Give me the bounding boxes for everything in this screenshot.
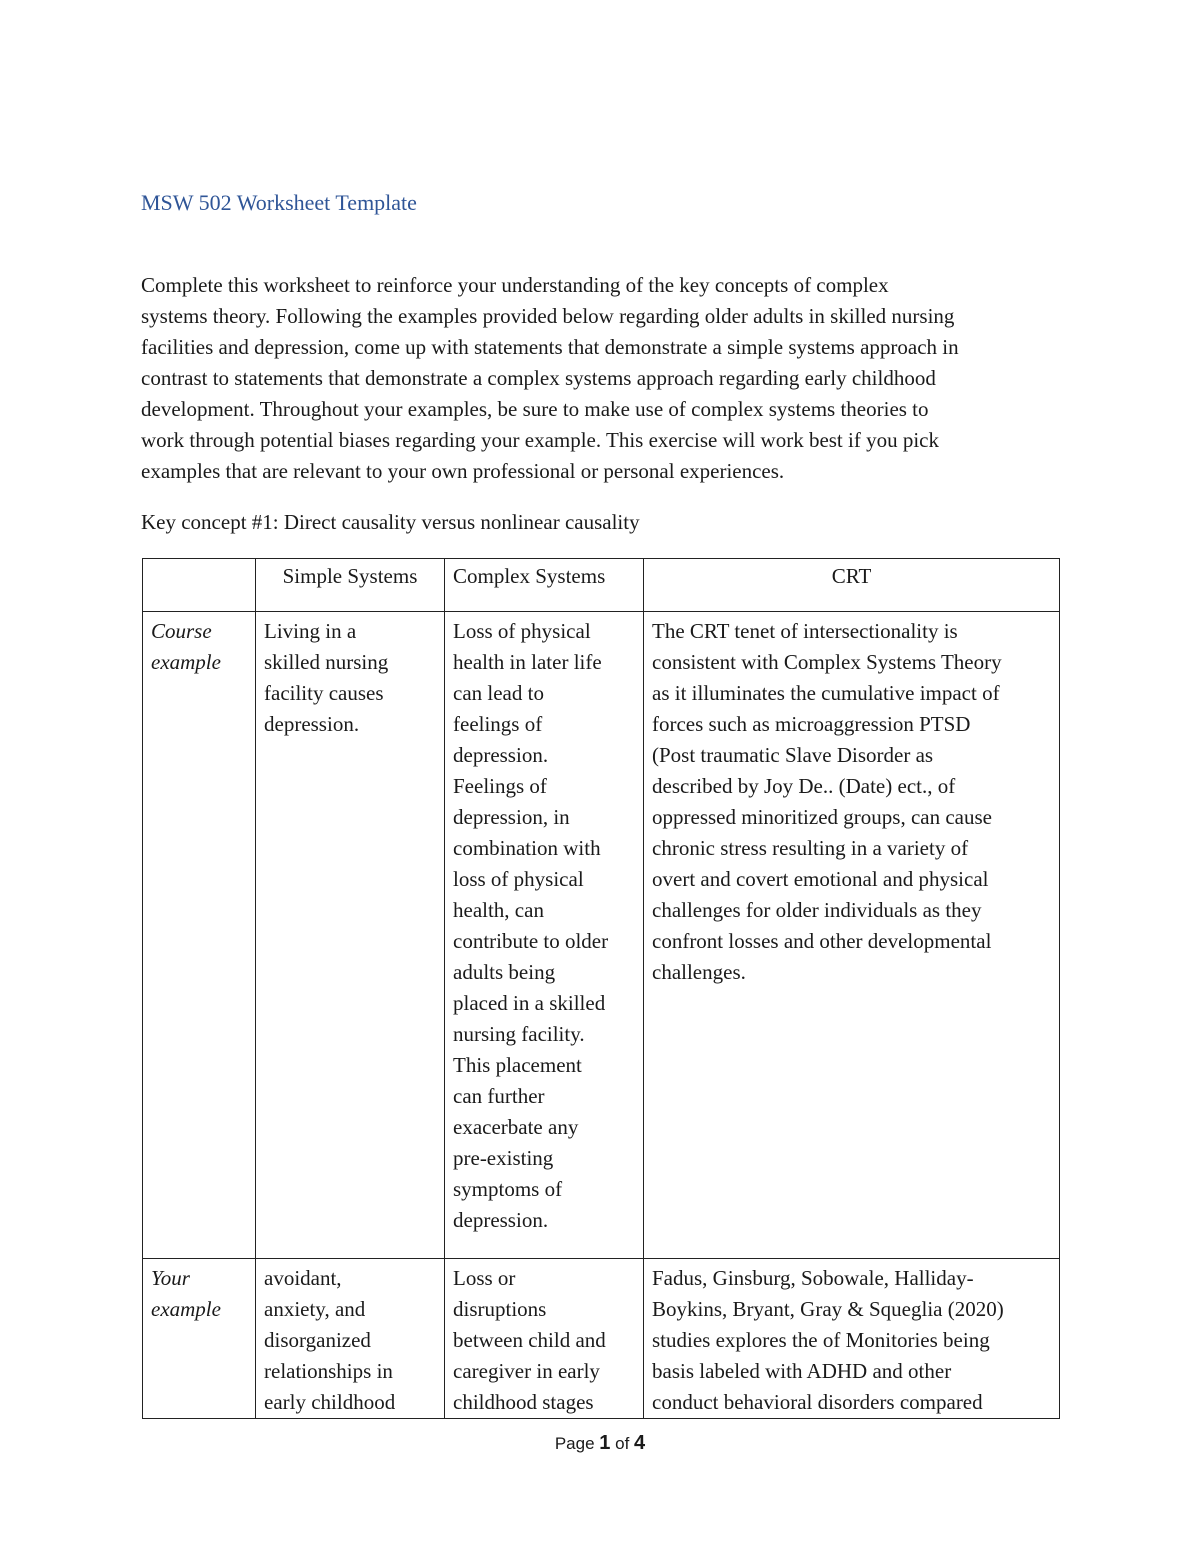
header-crt: CRT bbox=[644, 559, 1060, 612]
table-row bbox=[143, 1259, 1060, 1419]
current-page-number: 1 bbox=[599, 1432, 611, 1454]
header-simple-systems: Simple Systems bbox=[256, 559, 445, 612]
cell-line: placed in a skilled bbox=[453, 991, 606, 1015]
row-label-line: Course bbox=[151, 619, 212, 643]
intro-line: examples that are relevant to your own professional or personal experiences. bbox=[141, 459, 785, 483]
cell-line: between child and bbox=[453, 1328, 606, 1352]
intro-line: contrast to statements that demonstrate a complex systems approach regarding early childhood bbox=[141, 366, 936, 390]
cell-line: contribute to older bbox=[453, 929, 609, 953]
course-complex-cell bbox=[445, 612, 644, 1259]
total-pages-number: 4 bbox=[634, 1432, 646, 1454]
cell-line: Living in a bbox=[264, 619, 357, 643]
cell-line: skilled nursing bbox=[264, 650, 389, 674]
cell-line: Feelings of bbox=[453, 774, 547, 798]
course-simple-cell bbox=[256, 612, 445, 1259]
intro-line: work through potential biases regarding your example. This exercise will work best if you pick bbox=[141, 428, 939, 452]
cell-line: nursing facility. bbox=[453, 1022, 585, 1046]
cell-line: Loss of physical bbox=[453, 619, 591, 643]
cell-line: exacerbate any bbox=[453, 1115, 579, 1139]
cell-line: avoidant, bbox=[264, 1266, 342, 1290]
intro-line: development. Throughout your examples, be sure to make use of complex systems theories to bbox=[141, 397, 929, 421]
row-label-line: Your bbox=[151, 1266, 190, 1290]
cell-line: depression, in bbox=[453, 805, 570, 829]
intro-line: facilities and depression, come up with statements that demonstrate a simple systems approach in bbox=[141, 335, 959, 359]
page-footer bbox=[0, 1430, 1200, 1457]
row-label-line: example bbox=[151, 650, 221, 674]
cell-line: health, can bbox=[453, 898, 544, 922]
cell-line: anxiety, and bbox=[264, 1297, 366, 1321]
cell-line: adults being bbox=[453, 960, 556, 984]
intro-paragraph bbox=[141, 270, 1076, 487]
your-crt-cell[interactable] bbox=[644, 1259, 1060, 1419]
cell-line: basis labeled with ADHD and other bbox=[652, 1359, 952, 1383]
cell-line: This placement bbox=[453, 1053, 582, 1077]
cell-line: overt and covert emotional and physical bbox=[652, 867, 989, 891]
cell-line: depression. bbox=[453, 743, 549, 767]
cell-line: The CRT tenet of intersectionality is bbox=[652, 619, 958, 643]
header-cell-empty bbox=[143, 559, 256, 612]
cell-line: pre-existing bbox=[453, 1146, 554, 1170]
cell-line: early childhood bbox=[264, 1390, 396, 1414]
cell-line: Boykins, Bryant, Gray & Squeglia (2020) bbox=[652, 1297, 1004, 1321]
cell-line: conduct behavioral disorders compared bbox=[652, 1390, 983, 1414]
intro-line: systems theory. Following the examples provided below regarding older adults in skilled nursing bbox=[141, 304, 955, 328]
cell-line: (Post traumatic Slave Disorder as bbox=[652, 743, 934, 767]
page-word: Page bbox=[554, 1434, 595, 1453]
cell-line: combination with bbox=[453, 836, 601, 860]
cell-line: chronic stress resulting in a variety of bbox=[652, 836, 969, 860]
cell-line: can lead to bbox=[453, 681, 544, 705]
your-simple-cell[interactable] bbox=[256, 1259, 445, 1419]
of-word: of bbox=[615, 1434, 630, 1453]
table-row bbox=[143, 612, 1060, 1259]
cell-line: consistent with Complex Systems Theory bbox=[652, 650, 1002, 674]
cell-line: oppressed minoritized groups, can cause bbox=[652, 805, 992, 829]
row-label-line: example bbox=[151, 1297, 221, 1321]
cell-line: Loss or bbox=[453, 1266, 516, 1290]
cell-line: can further bbox=[453, 1084, 545, 1108]
cell-line: health in later life bbox=[453, 650, 602, 674]
cell-line: confront losses and other developmental bbox=[652, 929, 992, 953]
row-label-your-example bbox=[143, 1259, 256, 1419]
cell-line: relationships in bbox=[264, 1359, 393, 1383]
worksheet-table bbox=[142, 558, 1060, 1419]
course-crt-cell bbox=[644, 612, 1060, 1259]
cell-line: challenges. bbox=[652, 960, 746, 984]
cell-line: studies explores the of Monitories being bbox=[652, 1328, 990, 1352]
cell-line: challenges for older individuals as they bbox=[652, 898, 982, 922]
worksheet-title: MSW 502 Worksheet Template bbox=[141, 190, 417, 215]
your-complex-cell[interactable] bbox=[445, 1259, 644, 1419]
key-concept-heading: Key concept #1: Direct causality versus nonlinear causality bbox=[141, 510, 640, 534]
intro-line: Complete this worksheet to reinforce your understanding of the key concepts of complex bbox=[141, 273, 889, 297]
cell-line: disorganized bbox=[264, 1328, 371, 1352]
cell-line: as it illuminates the cumulative impact of bbox=[652, 681, 1000, 705]
cell-line: childhood stages bbox=[453, 1390, 594, 1414]
cell-line: depression. bbox=[264, 712, 360, 736]
cell-line: symptoms of bbox=[453, 1177, 563, 1201]
cell-line: loss of physical bbox=[453, 867, 584, 891]
cell-line: Fadus, Ginsburg, Sobowale, Halliday- bbox=[652, 1266, 974, 1290]
cell-line: described by Joy De.. (Date) ect., of bbox=[652, 774, 956, 798]
cell-line: depression. bbox=[453, 1208, 549, 1232]
cell-line: caregiver in early bbox=[453, 1359, 600, 1383]
cell-line: feelings of bbox=[453, 712, 543, 736]
cell-line: disruptions bbox=[453, 1297, 547, 1321]
cell-line: forces such as microaggression PTSD bbox=[652, 712, 971, 736]
table-header-row bbox=[143, 559, 1060, 612]
row-label-course-example bbox=[143, 612, 256, 1259]
cell-line: facility causes bbox=[264, 681, 384, 705]
header-complex-systems: Complex Systems bbox=[445, 559, 644, 612]
